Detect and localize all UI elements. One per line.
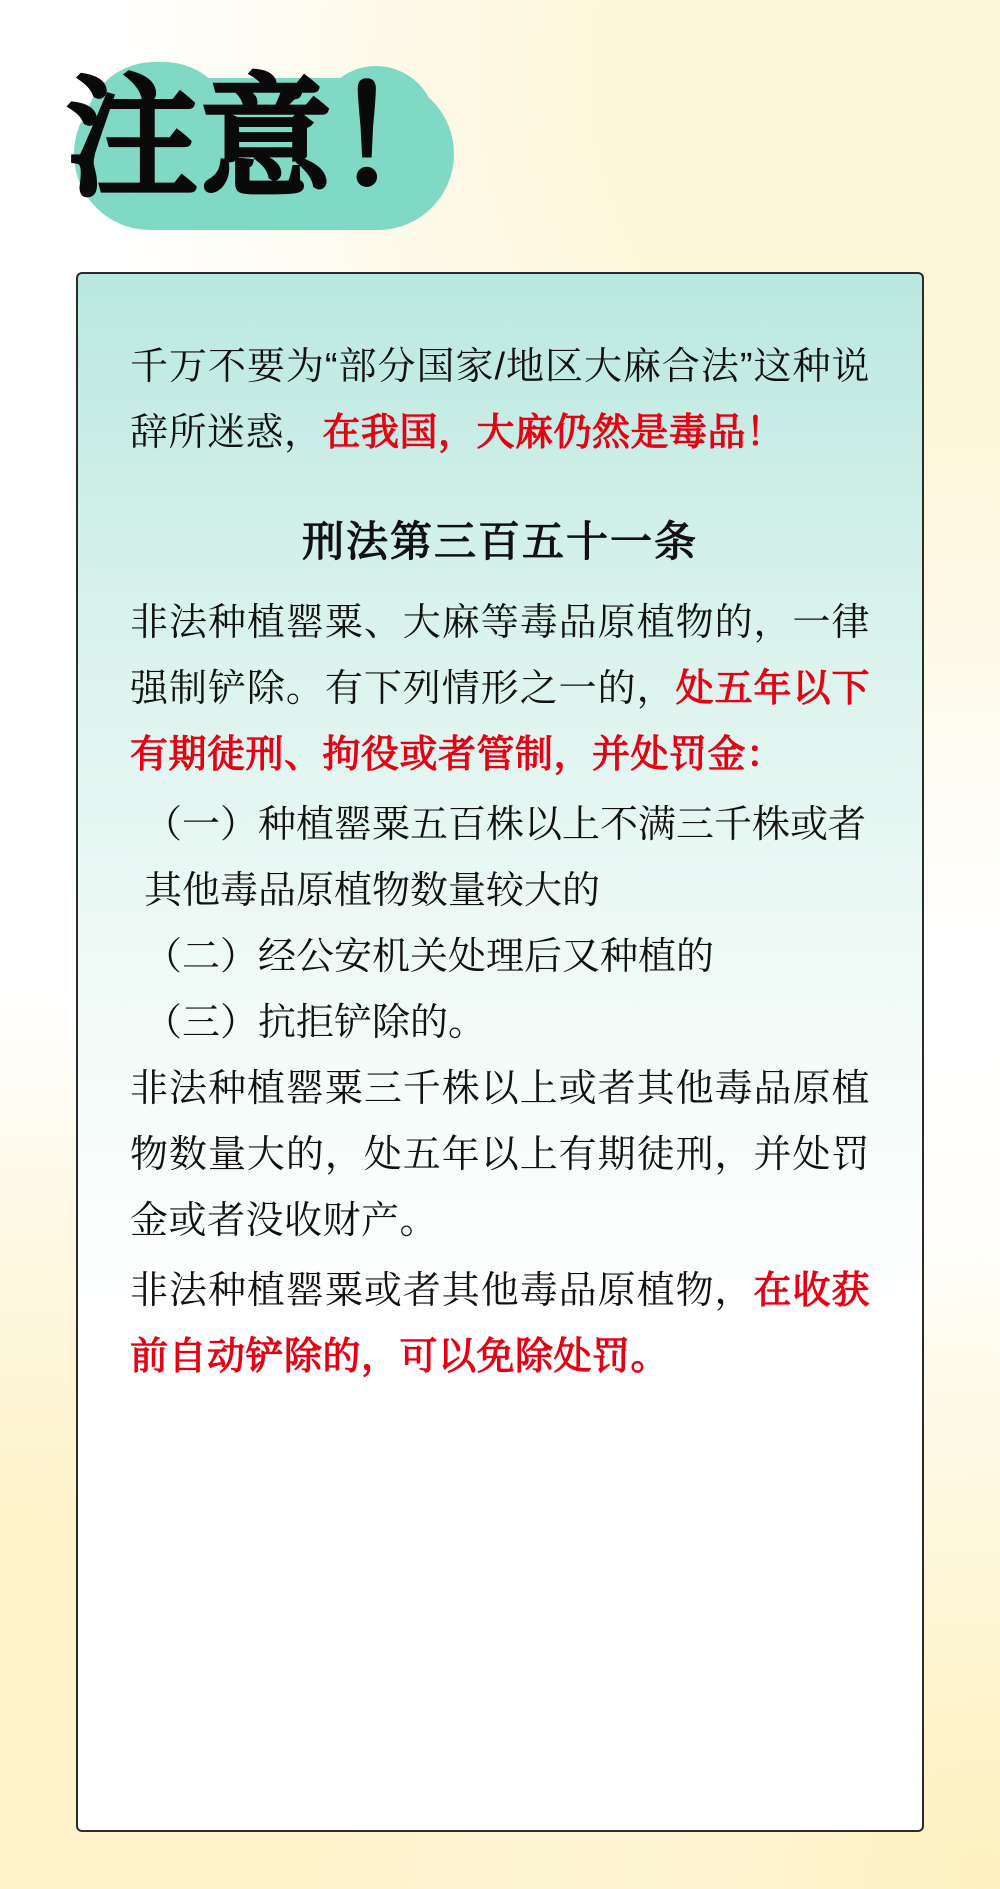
list-item: （三）抗拒铲除的。	[144, 1002, 487, 1044]
clause-2-paragraph: 非法种植罂粟三千株以上或者其他毒品原植物数量大的，处五年以上有期徒刑，并处罚金或者没收财产。	[130, 1068, 870, 1242]
clause-1-prefix: 非法种植罂粟、大麻等毒品原植物的，一律强制铲除。有下列情形之一的，	[130, 602, 870, 710]
clause-3-highlight: 在收获前自动铲除的，可以免除处罚。	[130, 1270, 870, 1378]
headline-group	[66, 52, 486, 232]
list-item: （二）经公安机关处理后又种植的	[144, 936, 715, 978]
clause-3-paragraph	[130, 1258, 870, 1390]
law-title: 刑法第三百五十一条	[301, 518, 698, 565]
warning-prefix: 千万不要为“部分国家/地区大麻合法”这种说辞所迷惑，	[130, 346, 870, 454]
warning-paragraph	[130, 334, 870, 466]
warning-highlight: 在我国，大麻仍然是毒品！	[322, 412, 785, 454]
clause-3-prefix: 非法种植罂粟或者其他毒品原植物，	[130, 1270, 754, 1312]
list-item: （一）种植罂粟五百株以上不满三千株或者其他毒品原植物数量较大的	[144, 804, 867, 912]
clause-1-highlight: 处五年以下有期徒刑、拘役或者管制，并处罚金：	[130, 668, 870, 776]
content-card	[76, 272, 924, 1832]
headline-text: 注意！	[66, 62, 468, 216]
clause-1-paragraph	[130, 590, 870, 788]
